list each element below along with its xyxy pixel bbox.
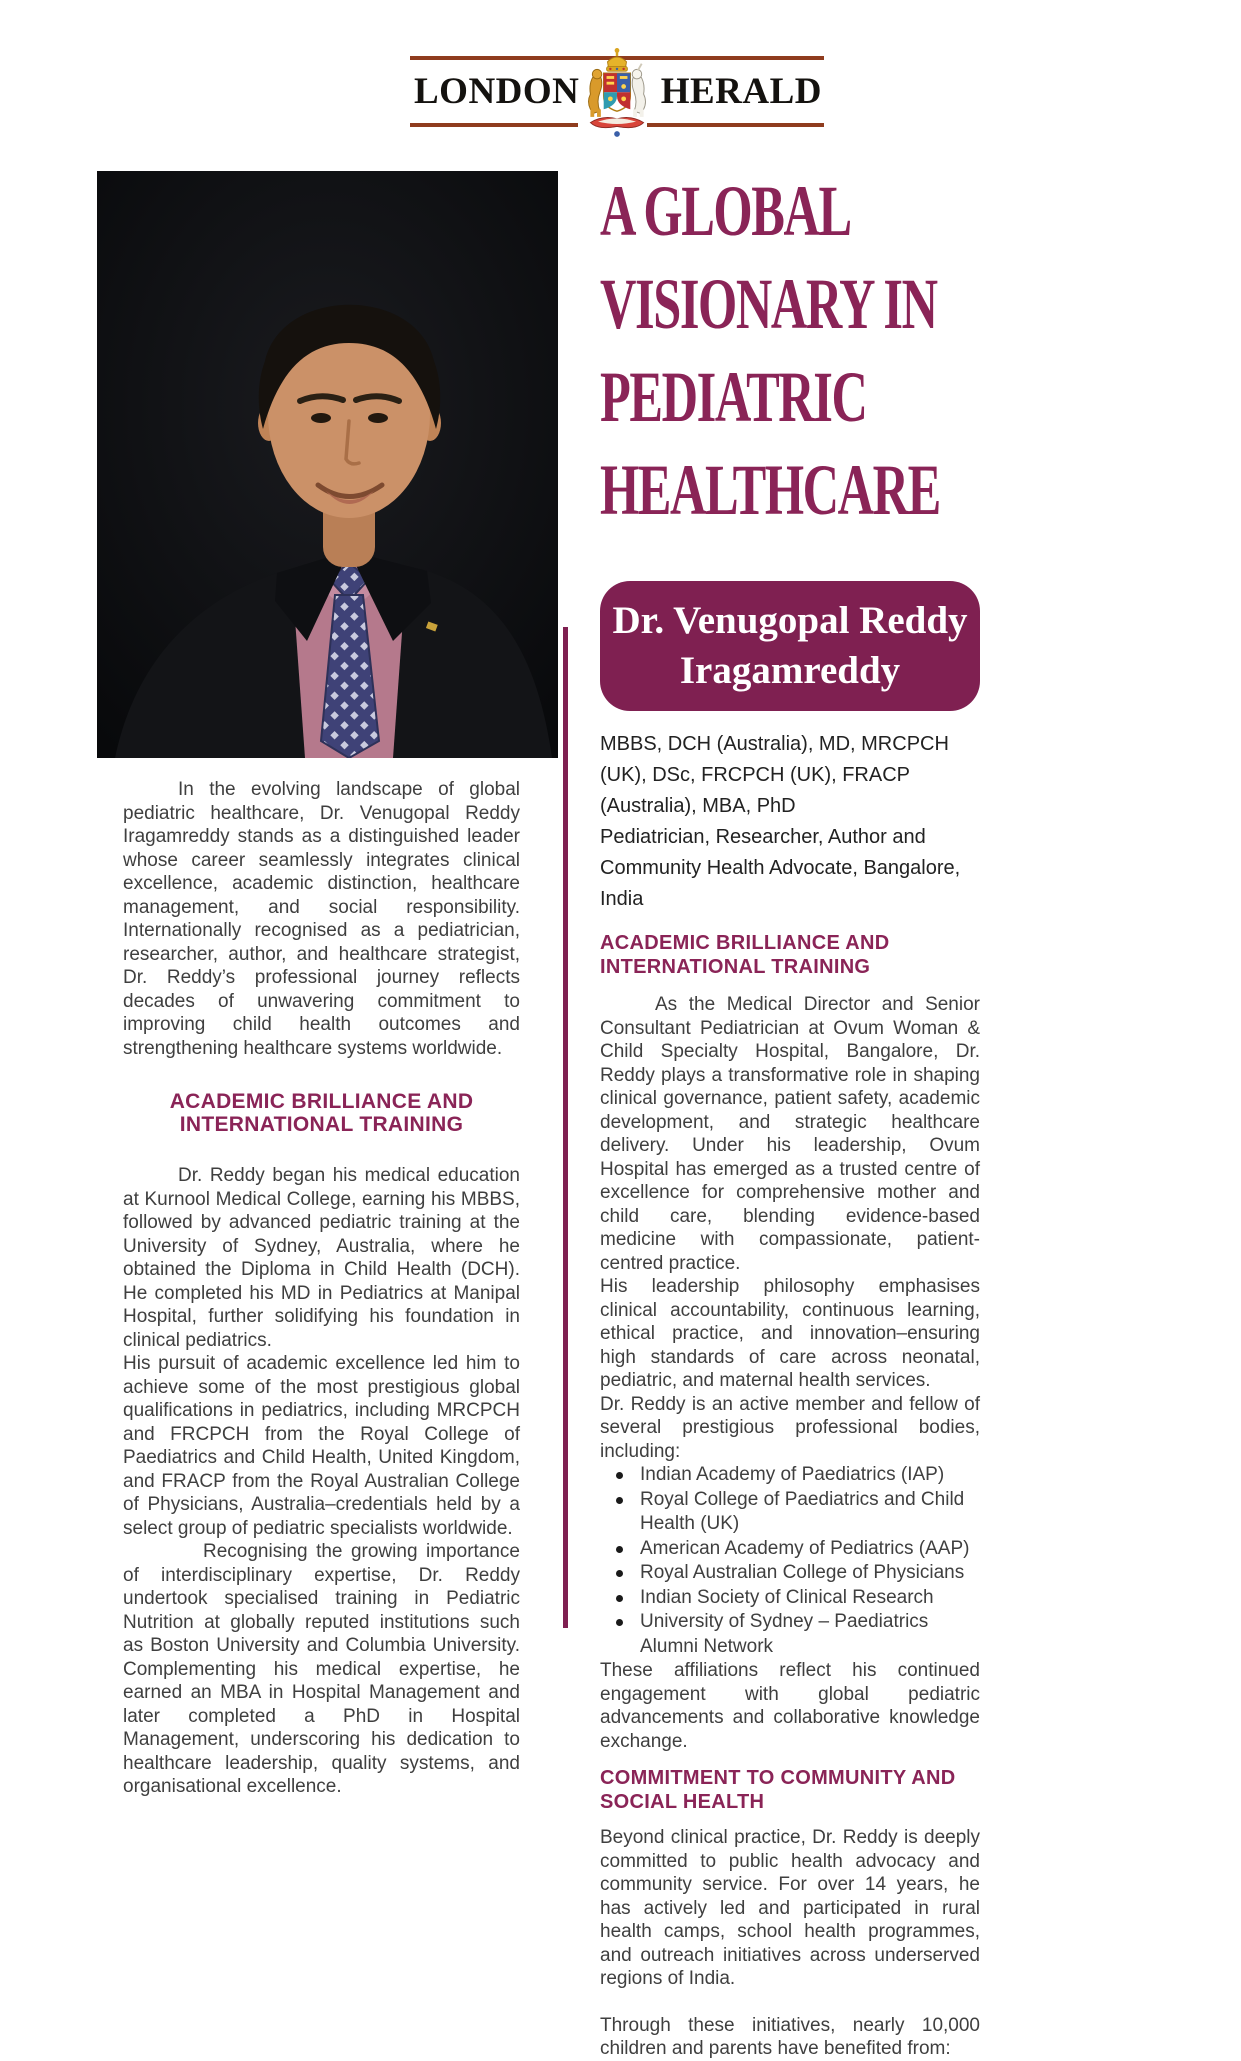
royal-coat-of-arms-icon (579, 45, 655, 147)
role-text: Pediatrician, Researcher, Author and Community Health Advocate, Bangalore, India (600, 826, 961, 910)
doctor-name-line-2: Iragamreddy (679, 649, 901, 692)
section-header-academic: ACADEMIC BRILLIANCE AND INTERNATIONAL TRAINING (600, 932, 890, 978)
masthead-title-london: LONDON (414, 71, 580, 112)
masthead-bottom-rule-right (647, 123, 824, 127)
portrait-illustration (97, 171, 558, 758)
initiatives-paragraph: Through these initiatives, nearly 10,000 children and parents have benefited from: (600, 2014, 980, 2059)
column-divider-rule (563, 627, 568, 1628)
affiliation-item: Indian Academy of Paediatrics (IAP) (600, 1463, 980, 1488)
article-headline (600, 165, 980, 537)
masthead (410, 40, 824, 158)
headline-line-4: HEALTHCARE (600, 450, 940, 530)
affiliations-summary-paragraph: These affiliations reflect his continued engagement with global pediatric advancements and collaborative knowledge exchange. (600, 1660, 980, 1752)
doctor-name-line-1: Dr. Venugopal Reddy (612, 599, 968, 642)
masthead-bottom-rule-left (410, 123, 578, 127)
memberships-intro-paragraph: Dr. Reddy is an active member and fellow of several prestigious professional bodies, including: (600, 1393, 980, 1462)
affiliation-item: American Academy of Pediatrics (AAP) (600, 1537, 980, 1562)
community-paragraph: Beyond clinical practice, Dr. Reddy is deeply committed to public health advocacy and community service. For over 14 years, he has actively led and participated in rural health camps, school health programmes, and outreach initiatives across underserved regions of India. (600, 1827, 980, 1989)
training-paragraph: Recognising the growing importance of interdisciplinary expertise, Dr. Reddy undertook specialised training in Pediatric Nutrition at globally reputed institutions such as Boston University and Columbia University. Complementing his medical expertise, he earned an MBA in Hospital Management and later completed a PhD in Hospital Management, underscoring his dedication to healthcare leadership, quality systems, and organisational excellence. (123, 1541, 520, 1797)
affiliations-list (600, 1463, 980, 1659)
intro-paragraph: In the evolving landscape of global pediatric healthcare, Dr. Venugopal Reddy Iragamreddy stands as a distinguished leader whose career seamlessly integrates clinical excellence, academic distinction, healthcare management, and social responsibility. Internationally recognised as a pediatrician, researcher, author, and healthcare strategist, Dr. Reddy’s professional journey reflects decades of unwavering commitment to improving child health outcomes and strengthening healthcare systems worldwide. (123, 779, 520, 1059)
section-header-community: COMMITMENT TO COMMUNITY AND SOCIAL HEALTH (600, 1767, 956, 1813)
headline-line-1: A GLOBAL (600, 171, 851, 251)
affiliation-item: Royal College of Paediatrics and Child Health (UK) (600, 1488, 980, 1537)
headline-line-2: VISIONARY IN (600, 264, 937, 344)
education-paragraph: Dr. Reddy began his medical education at Kurnool Medical College, earning his MBBS, followed by advanced pediatric training at the University of Sydney, Australia, where he obtained the Diploma in Child Health (DCH). He completed his MD in Pediatrics at Manipal Hospital, further solidifying his foundation in clinical pediatrics. (123, 1165, 520, 1351)
affiliation-item: Indian Society of Clinical Research (600, 1586, 980, 1611)
left-section-header-academic: ACADEMIC BRILLIANCE AND INTERNATIONAL TRAINING (169, 1090, 474, 1136)
headline-line-3: PEDIATRIC (600, 357, 867, 437)
right-column (600, 165, 980, 2061)
hospital-role-paragraph: As the Medical Director and Senior Consultant Pediatrician at Ovum Woman & Child Specialty Hospital, Bangalore, Dr. Reddy plays a transformative role in shaping clinical governance, patient safety, academic development, and strategic healthcare delivery. Under his leadership, Ovum Hospital has emerged as a trusted centre of excellence for comprehensive mother and child care, blending evidence-based medicine with compassionate, patient-centred practice. (600, 994, 980, 1274)
masthead-title-herald: HERALD (660, 71, 822, 112)
affiliation-item: University of Sydney – Paediatrics Alumni Network (600, 1610, 980, 1659)
leadership-paragraph: His leadership philosophy emphasises clinical accountability, continuous learning, ethical practice, and innovation–ensuring high standards of care across neonatal, pediatric, and maternal health services. (600, 1276, 980, 1391)
portrait-photo (97, 171, 558, 758)
affiliation-item: Royal Australian College of Physicians (600, 1561, 980, 1586)
credentials-text: MBBS, DCH (Australia), MD, MRCPCH (UK), DSc, FRCPCH (UK), FRACP (Australia), MBA, PhD (600, 733, 949, 817)
left-column (123, 778, 520, 1799)
qualifications-paragraph: His pursuit of academic excellence led him to achieve some of the most prestigious global qualifications in pediatrics, including MRCPCH and FRCPCH from the Royal College of Paediatrics and Child Health, United Kingdom, and FRACP from the Royal Australian College of Physicians, Australia–credentials held by a select group of pediatric specialists worldwide. (123, 1353, 520, 1539)
doctor-name-box (600, 581, 980, 711)
